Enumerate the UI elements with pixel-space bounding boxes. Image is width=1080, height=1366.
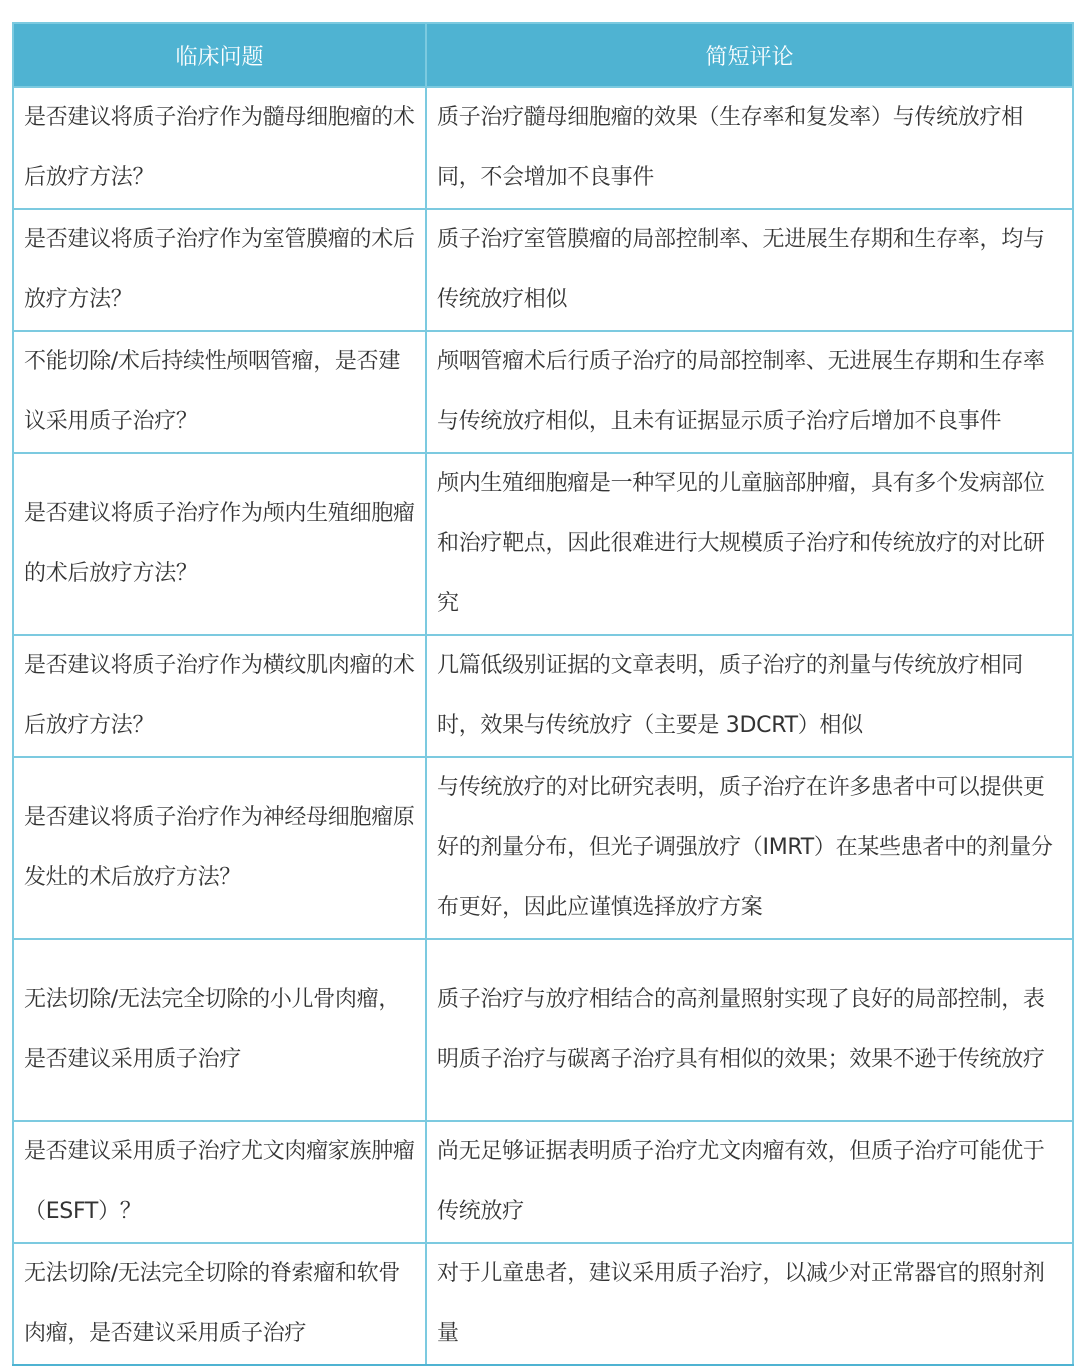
question-cell: 是否建议将质子治疗作为室管膜瘤的术后放疗方法？ <box>13 209 426 331</box>
comment-cell: 质子治疗室管膜瘤的局部控制率、无进展生存期和生存率，均与传统放疗相似 <box>426 209 1073 331</box>
table-row <box>13 1121 1073 1243</box>
table-row <box>13 209 1073 331</box>
table-row <box>13 87 1073 209</box>
clinical-question-table <box>12 22 1074 1366</box>
table-row <box>13 453 1073 635</box>
table-row <box>13 1243 1073 1365</box>
table-row <box>13 939 1073 1121</box>
comment-cell: 质子治疗与放疗相结合的高剂量照射实现了良好的局部控制，表明质子治疗与碳离子治疗具有相似的效果；效果不逊于传统放疗 <box>426 939 1073 1121</box>
comment-cell: 颅咽管瘤术后行质子治疗的局部控制率、无进展生存期和生存率与传统放疗相似，且未有证据显示质子治疗后增加不良事件 <box>426 331 1073 453</box>
question-cell: 是否建议将质子治疗作为神经母细胞瘤原发灶的术后放疗方法？ <box>13 757 426 939</box>
comment-cell: 与传统放疗的对比研究表明，质子治疗在许多患者中可以提供更好的剂量分布，但光子调强放疗（IMRT）在某些患者中的剂量分布更好，因此应谨慎选择放疗方案 <box>426 757 1073 939</box>
question-cell: 无法切除/无法完全切除的小儿骨肉瘤，是否建议采用质子治疗 <box>13 939 426 1121</box>
table-row <box>13 757 1073 939</box>
question-cell: 是否建议将质子治疗作为横纹肌肉瘤的术后放疗方法？ <box>13 635 426 757</box>
comment-cell: 颅内生殖细胞瘤是一种罕见的儿童脑部肿瘤，具有多个发病部位和治疗靶点，因此很难进行大规模质子治疗和传统放疗的对比研究 <box>426 453 1073 635</box>
recommendation-table-container <box>12 22 1072 1366</box>
comment-cell: 质子治疗髓母细胞瘤的效果（生存率和复发率）与传统放疗相同，不会增加不良事件 <box>426 87 1073 209</box>
header-brief-comment: 简短评论 <box>426 23 1073 87</box>
question-cell: 不能切除/术后持续性颅咽管瘤，是否建议采用质子治疗？ <box>13 331 426 453</box>
table-row <box>13 331 1073 453</box>
question-cell: 是否建议将质子治疗作为髓母细胞瘤的术后放疗方法？ <box>13 87 426 209</box>
table-row <box>13 635 1073 757</box>
question-cell: 是否建议采用质子治疗尤文肉瘤家族肿瘤（ESFT）？ <box>13 1121 426 1243</box>
table-header-row <box>13 23 1073 87</box>
question-cell: 是否建议将质子治疗作为颅内生殖细胞瘤的术后放疗方法？ <box>13 453 426 635</box>
comment-cell: 尚无足够证据表明质子治疗尤文肉瘤有效，但质子治疗可能优于传统放疗 <box>426 1121 1073 1243</box>
header-clinical-question: 临床问题 <box>13 23 426 87</box>
comment-cell: 几篇低级别证据的文章表明，质子治疗的剂量与传统放疗相同时，效果与传统放疗（主要是 3DCRT）相似 <box>426 635 1073 757</box>
question-cell: 无法切除/无法完全切除的脊索瘤和软骨肉瘤，是否建议采用质子治疗 <box>13 1243 426 1365</box>
comment-cell: 对于儿童患者，建议采用质子治疗，以减少对正常器官的照射剂量 <box>426 1243 1073 1365</box>
